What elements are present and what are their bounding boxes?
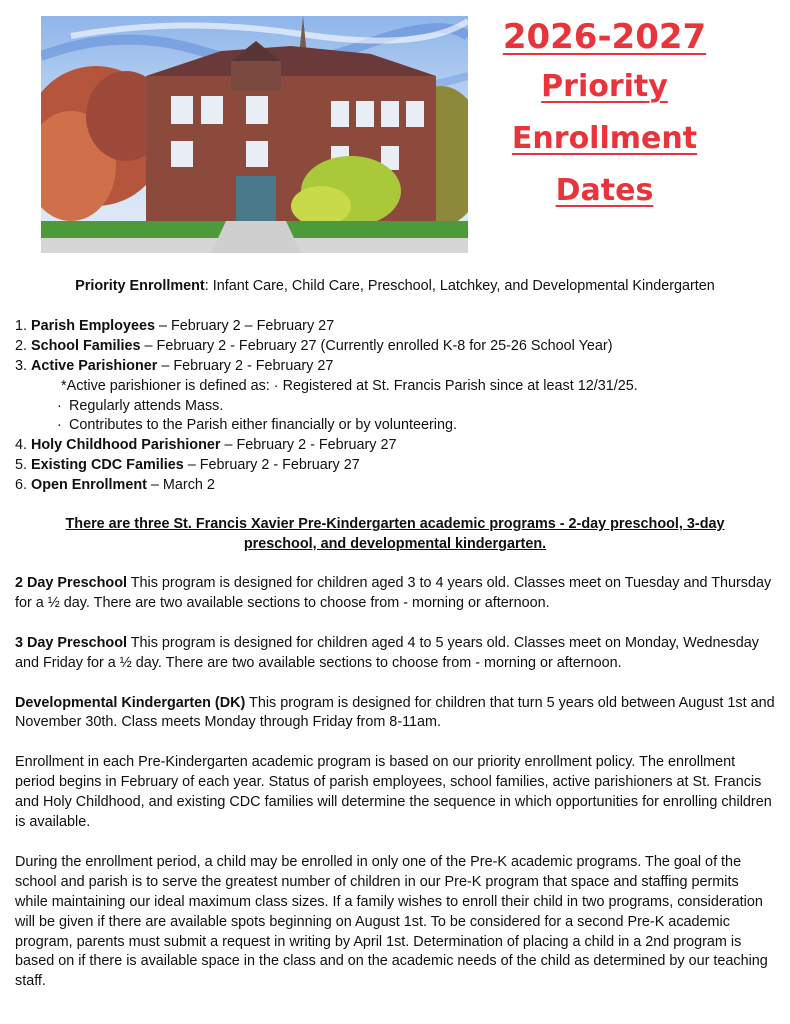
item-detail: – February 2 - February 27 xyxy=(220,437,397,454)
item-detail: – February 2 - February 27 xyxy=(183,457,360,474)
priority-list xyxy=(15,317,775,496)
list-item xyxy=(15,357,775,377)
page-title xyxy=(482,17,727,208)
program-name: Developmental Kindergarten (DK) xyxy=(15,694,246,711)
document-body xyxy=(15,277,775,1012)
list-item xyxy=(15,476,775,496)
bullet-icon: · xyxy=(57,397,62,414)
item-detail: – March 2 xyxy=(146,477,215,494)
list-item xyxy=(15,317,775,337)
item-detail: – February 2 - February 27 (Currently enrolled K-8 for 25-26 School Year) xyxy=(140,337,613,354)
item-detail: – February 2 – February 27 xyxy=(154,317,335,334)
programs-heading: There are three St. Francis Xavier Pre-Kindergarten academic programs - 2-day preschool, 3-day preschool, and developmental kindergarten. xyxy=(65,516,725,552)
program-text: This program is designed for children that turn 5 years old between August 1st and November 30th. Class meets Monday through Friday from 8-11am. xyxy=(15,694,775,731)
enrollment-policy-paragraph: Enrollment in each Pre-Kindergarten academic program is based on our priority enrollment policy. The enrollment period begins in February of each year. Status of parish employees, school families, active parishioners at St. Francis and Holy Childhood, and existing CDC families will determine the sequence in which opportunities for enrolling children is available. xyxy=(15,754,772,831)
item-number: 6. xyxy=(15,477,31,494)
intro-label: Priority Enrollment xyxy=(75,278,205,294)
program-2-day xyxy=(15,574,775,614)
list-item xyxy=(15,337,775,357)
program-text: This program is designed for children aged 4 to 5 years old. Classes meet on Monday, Wednesday and Friday for a ½ day. There are two available sections to choose from - morning or afternoon. xyxy=(15,634,759,671)
title-dates: Dates xyxy=(555,173,654,208)
program-3-day xyxy=(15,634,775,674)
intro-text: : Infant Care, Child Care, Preschool, Latchkey, and Developmental Kindergarten xyxy=(204,278,715,294)
title-enrollment: Enrollment xyxy=(511,121,698,156)
item-number: 4. xyxy=(15,437,31,454)
list-item xyxy=(15,416,775,436)
item-number: 1. xyxy=(15,317,31,334)
list-item xyxy=(15,456,775,476)
item-name: Parish Employees xyxy=(31,317,155,334)
program-name: 3 Day Preschool xyxy=(15,634,127,651)
title-year: 2026-2027 xyxy=(502,17,707,57)
item-name: Holy Childhood Parishioner xyxy=(31,437,221,454)
priority-intro xyxy=(15,277,775,297)
item-name: School Families xyxy=(31,337,141,354)
program-dk xyxy=(15,694,775,734)
list-item xyxy=(15,397,775,417)
item-name: Existing CDC Families xyxy=(31,457,184,474)
item-name: Open Enrollment xyxy=(31,477,147,494)
program-name: 2 Day Preschool xyxy=(15,574,127,591)
bullet-icon: · xyxy=(57,417,62,434)
program-text: This program is designed for children aged 3 to 4 years old. Classes meet on Tuesday and Thursday for a ½ day. There are two available sections to choose from - morning or afternoon. xyxy=(15,574,772,611)
list-item xyxy=(15,436,775,456)
bullet-text: Contributes to the Parish either financially or by volunteering. xyxy=(69,417,457,434)
item-detail: – February 2 - February 27 xyxy=(157,357,334,374)
item-number: 3. xyxy=(15,357,31,374)
item-number: 2. xyxy=(15,337,31,354)
bullet-text: Regularly attends Mass. xyxy=(69,397,224,414)
title-priority: Priority xyxy=(541,69,668,104)
enrollment-period-paragraph: During the enrollment period, a child may be enrolled in only one of the Pre-K academic programs. The goal of the school and parish is to serve the greatest number of children in our Pre-K program that space and staffing permits while maintaining our ideal maximum class sizes. If a family wishes to enroll their child in two programs, consideration will be given if there are available spots beginning on August 1st. To be considered for a second Pre-K academic program, parents must submit a request in writing by April 1st. Determination of placing a child in a 2nd program is based on if there is available space in the class and on the academic needs of the child as determined by our teaching staff. xyxy=(15,853,768,990)
item-number: 5. xyxy=(15,457,31,474)
item-name: Active Parishioner xyxy=(31,357,158,374)
active-parishioner-definition: *Active parishioner is defined as: · Registered at St. Francis Parish since at least 12/31/25. xyxy=(61,377,638,394)
school-building-image xyxy=(41,16,468,253)
